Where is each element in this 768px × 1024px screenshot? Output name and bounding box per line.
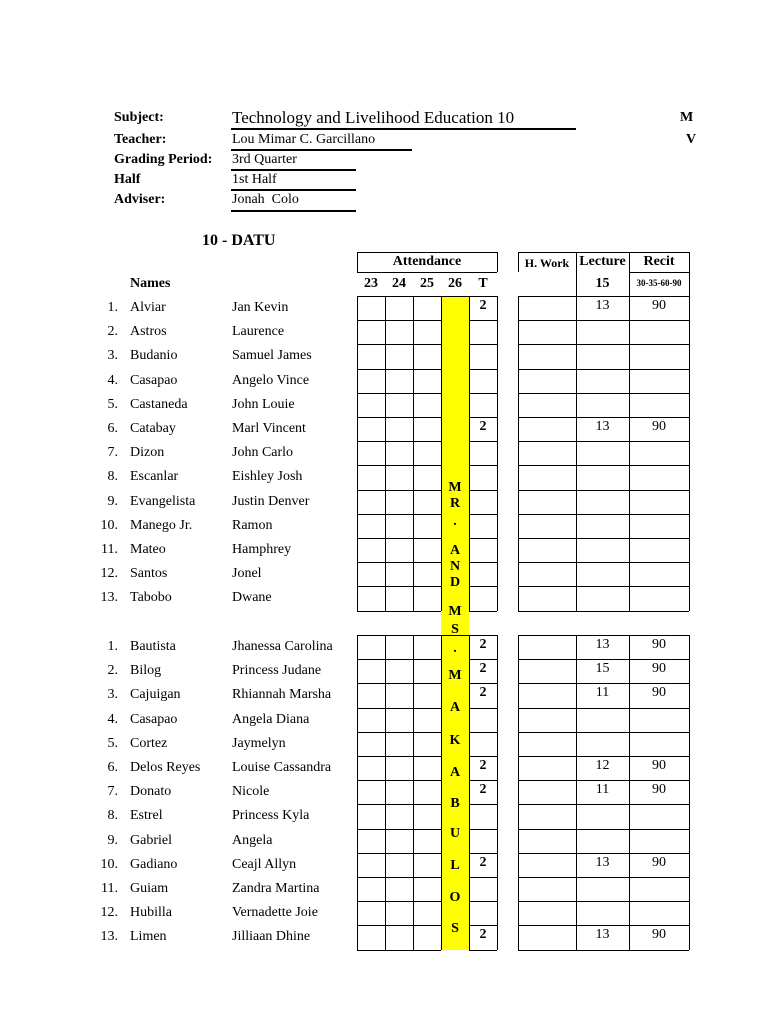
first-name: Hamphrey — [232, 542, 292, 557]
boys-scores-col-line — [518, 296, 519, 611]
boys-att-row-line — [357, 320, 441, 321]
last-name: Escanlar — [130, 469, 179, 484]
vertical-text-char: D — [449, 575, 461, 590]
first-name: Justin Denver — [232, 494, 310, 509]
girls-scores-row-line — [518, 659, 689, 660]
attendance-total: 2 — [479, 419, 487, 434]
last-name: Alviar — [130, 300, 166, 315]
vertical-text-char: A — [449, 700, 461, 715]
boys-att-row-line — [357, 369, 441, 370]
row-number: 13. — [100, 590, 118, 605]
grading-period-label: Grading Period: — [114, 152, 213, 167]
scores-header-bottom — [518, 296, 689, 297]
subject-underline — [231, 128, 576, 130]
row-number: 5. — [107, 736, 118, 751]
recit-score: 90 — [652, 661, 666, 676]
boys-att-row-line — [357, 490, 441, 491]
last-name: Limen — [130, 929, 167, 944]
recit-header: Recit — [643, 254, 675, 269]
boys-att-col-line — [385, 296, 386, 611]
first-name: Angela — [232, 833, 273, 848]
first-name: Vernadette Joie — [232, 905, 318, 920]
attendance-total: 2 — [479, 661, 487, 676]
attendance-day-t: T — [478, 276, 488, 291]
vertical-text-char: S — [451, 622, 459, 637]
lecture-score: 11 — [595, 685, 610, 700]
girls-att-row-line — [469, 756, 497, 757]
attendance-header: Attendance — [392, 254, 462, 269]
boys-scores-row-line — [518, 393, 689, 394]
period-underline — [231, 169, 356, 171]
boys-att-row-line — [469, 369, 497, 370]
girls-scores-top — [518, 635, 689, 636]
boys-scores-row-line — [518, 538, 689, 539]
row-number: 1. — [107, 639, 118, 654]
lecture-score: 13 — [595, 419, 610, 434]
attendance-header-mid — [357, 272, 497, 273]
girls-scores-row-line — [518, 950, 689, 951]
girls-scores-row-line — [518, 829, 689, 830]
attendance-total: 2 — [479, 782, 487, 797]
attendance-header-right — [497, 252, 498, 272]
last-name: Astros — [130, 324, 167, 339]
girls-scores-row-line — [518, 732, 689, 733]
first-name: Rhiannah Marsha — [232, 687, 332, 702]
girls-att-row-line — [469, 853, 497, 854]
vertical-text-char: A — [449, 543, 461, 558]
recit-score: 90 — [652, 758, 666, 773]
half-label: Half — [114, 172, 141, 187]
vertical-text-char: A — [449, 765, 461, 780]
first-name: Jaymelyn — [232, 736, 286, 751]
row-number: 11. — [101, 881, 118, 896]
girls-att-row-line — [469, 732, 497, 733]
first-name: Angela Diana — [232, 712, 310, 727]
lecture-score: 12 — [595, 758, 610, 773]
row-number: 6. — [107, 421, 118, 436]
subject-label: Subject: — [114, 110, 164, 125]
vertical-text-char: S — [451, 921, 459, 936]
boys-scores-row-line — [518, 562, 689, 563]
last-name: Bautista — [130, 639, 176, 654]
lecture-score: 13 — [595, 927, 610, 942]
recit-score: 90 — [652, 637, 666, 652]
row-number: 9. — [107, 494, 118, 509]
vertical-text-char: N — [449, 559, 461, 574]
boys-att-row-line — [469, 441, 497, 442]
attendance-day-24: 24 — [392, 276, 406, 291]
girls-att-col-line — [357, 635, 358, 950]
row-number: 9. — [107, 833, 118, 848]
last-name: Cajuigan — [130, 687, 181, 702]
last-name: Catabay — [130, 421, 176, 436]
boys-att-row-line — [469, 417, 497, 418]
last-name: Santos — [130, 566, 168, 581]
girls-att-row-line — [357, 683, 441, 684]
boys-att-col-line — [497, 296, 498, 611]
boys-scores-row-line — [518, 320, 689, 321]
teacher-value: Lou Mimar C. Garcillano — [232, 132, 376, 147]
row-number: 8. — [107, 808, 118, 823]
girls-att-col-line — [385, 635, 386, 950]
first-name: Jilliaan Dhine — [232, 929, 311, 944]
first-name: Princess Kyla — [232, 808, 310, 823]
boys-scores-col-line — [689, 296, 690, 611]
last-name: Delos Reyes — [130, 760, 201, 775]
boys-att-row-line — [469, 586, 497, 587]
vertical-text-char: M — [448, 604, 462, 619]
boys-att-row-line — [469, 490, 497, 491]
girls-att-row-line — [469, 877, 497, 878]
row-number: 2. — [107, 324, 118, 339]
adviser-label: Adviser: — [114, 192, 166, 207]
boys-scores-row-line — [518, 465, 689, 466]
first-name: Zandra Martina — [232, 881, 320, 896]
girls-scores-row-line — [518, 901, 689, 902]
lecture-score: 11 — [595, 782, 610, 797]
boys-att-row-line — [357, 611, 441, 612]
girls-att-row-line — [357, 659, 441, 660]
vertical-text-char: L — [450, 858, 460, 873]
row-number: 13. — [100, 929, 118, 944]
boys-scores-row-line — [518, 344, 689, 345]
girls-scores-row-line — [518, 780, 689, 781]
grading-period-value: 3rd Quarter — [232, 152, 297, 167]
first-name: Princess Judane — [232, 663, 322, 678]
section-title: 10 - DATU — [202, 232, 276, 249]
girls-scores-row-line — [518, 683, 689, 684]
girls-att-row-line — [357, 756, 441, 757]
boys-att-row-line — [469, 562, 497, 563]
girls-scores-row-line — [518, 877, 689, 878]
row-number: 5. — [107, 397, 118, 412]
row-number: 6. — [107, 760, 118, 775]
last-name: Bilog — [130, 663, 162, 678]
lecture-header: Lecture — [579, 254, 626, 269]
girls-att-row-line — [357, 877, 441, 878]
boys-att-row-line — [357, 538, 441, 539]
row-number: 11. — [101, 542, 118, 557]
last-name: Evangelista — [130, 494, 196, 509]
boys-scores-row-line — [518, 369, 689, 370]
last-name: Tabobo — [130, 590, 172, 605]
first-name: Dwane — [232, 590, 272, 605]
row-number: 7. — [107, 445, 118, 460]
last-name: Estrel — [130, 808, 163, 823]
first-name: Marl Vincent — [232, 421, 306, 436]
row-number: 2. — [107, 663, 118, 678]
girls-att-row-line — [469, 950, 497, 951]
boys-scores-col-line — [629, 296, 630, 611]
boys-att-col-line — [357, 296, 358, 611]
boys-att-row-line — [469, 611, 497, 612]
girls-att-row-line — [357, 780, 441, 781]
girls-scores-row-line — [518, 708, 689, 709]
first-name: Ceajl Allyn — [232, 857, 297, 872]
teacher-label: Teacher: — [114, 132, 167, 147]
row-number: 10. — [100, 857, 118, 872]
last-name: Castaneda — [130, 397, 188, 412]
last-name: Casapao — [130, 712, 178, 727]
girls-att-row-line — [357, 925, 441, 926]
boys-scores-row-line — [518, 611, 689, 612]
first-name: Ramon — [232, 518, 273, 533]
boys-att-row-line — [357, 441, 441, 442]
last-name: Gabriel — [130, 833, 172, 848]
vertical-text-char: M — [448, 480, 462, 495]
vertical-text-char: B — [450, 796, 460, 811]
girls-scores-row-line — [518, 925, 689, 926]
vertical-text-char: O — [449, 890, 461, 905]
recit-scale: 30-35-60-90 — [636, 278, 682, 288]
last-name: Hubilla — [130, 905, 172, 920]
boys-att-row-line — [469, 514, 497, 515]
adviser-underline — [231, 210, 356, 212]
attendance-total: 2 — [479, 927, 487, 942]
girls-scores-col-line — [518, 635, 519, 950]
first-name: Louise Cassandra — [232, 760, 332, 775]
boys-scores-row-line — [518, 490, 689, 491]
attendance-total: 2 — [479, 758, 487, 773]
vertical-text-char: M — [448, 668, 462, 683]
last-name: Gadiano — [130, 857, 178, 872]
boys-att-row-line — [357, 514, 441, 515]
recit-score: 90 — [652, 298, 666, 313]
last-name: Guiam — [130, 881, 169, 896]
clipped-label-m: M — [680, 110, 694, 125]
scores-header-right — [689, 252, 690, 296]
last-name: Casapao — [130, 373, 178, 388]
girls-att-row-line — [469, 829, 497, 830]
boys-att-row-line — [357, 344, 441, 345]
clipped-label-v: V — [686, 132, 697, 147]
first-name: Laurence — [232, 324, 285, 339]
adviser-value: Jonah Colo — [232, 192, 299, 207]
girls-att-row-line — [357, 853, 441, 854]
row-number: 7. — [107, 784, 118, 799]
boys-att-row-line — [357, 586, 441, 587]
half-underline — [231, 189, 356, 191]
recit-score: 90 — [652, 782, 666, 797]
boys-att-col-line — [469, 296, 470, 611]
girls-scores-row-line — [518, 756, 689, 757]
girls-att-top — [357, 635, 497, 636]
vertical-text-char: U — [449, 826, 461, 841]
attendance-total: 2 — [479, 298, 487, 313]
last-name: Mateo — [130, 542, 166, 557]
boys-scores-row-line — [518, 441, 689, 442]
girls-att-row-line — [357, 804, 441, 805]
recit-score: 90 — [652, 927, 666, 942]
girls-att-row-line — [469, 925, 497, 926]
attendance-total: 2 — [479, 855, 487, 870]
row-number: 12. — [100, 905, 118, 920]
boys-att-row-line — [357, 562, 441, 563]
lecture-score: 13 — [595, 855, 610, 870]
row-number: 3. — [107, 687, 118, 702]
boys-scores-row-line — [518, 417, 689, 418]
last-name: Manego Jr. — [130, 518, 193, 533]
attendance-header-bottom — [357, 296, 497, 297]
boys-att-row-line — [469, 393, 497, 394]
first-name: Angelo Vince — [232, 373, 310, 388]
first-name: Nicole — [232, 784, 270, 799]
first-name: Samuel James — [232, 348, 312, 363]
first-name: Jonel — [232, 566, 262, 581]
recit-score: 90 — [652, 685, 666, 700]
vertical-text-char: K — [449, 733, 461, 748]
first-name: Eishley Josh — [232, 469, 303, 484]
girls-att-row-line — [469, 804, 497, 805]
attendance-total: 2 — [479, 637, 487, 652]
girls-scores-row-line — [518, 853, 689, 854]
first-name: Jhanessa Carolina — [232, 639, 333, 654]
boys-scores-row-line — [518, 514, 689, 515]
names-header: Names — [130, 276, 171, 291]
lecture-score: 15 — [595, 661, 610, 676]
boys-att-row-line — [469, 344, 497, 345]
girls-att-row-line — [469, 780, 497, 781]
girls-scores-row-line — [518, 804, 689, 805]
girls-att-row-line — [357, 829, 441, 830]
attendance-header-top — [357, 252, 497, 253]
row-number: 10. — [100, 518, 118, 533]
lecture-max-score: 15 — [595, 276, 610, 291]
lecture-score: 13 — [595, 298, 610, 313]
boys-scores-row-line — [518, 586, 689, 587]
girls-att-row-line — [469, 901, 497, 902]
row-number: 4. — [107, 712, 118, 727]
boys-att-col-line — [413, 296, 414, 611]
scores-header-top — [518, 252, 689, 253]
last-name: Cortez — [130, 736, 168, 751]
lecture-score: 13 — [595, 637, 610, 652]
first-name: John Louie — [232, 397, 295, 412]
boys-att-row-line — [469, 320, 497, 321]
row-number: 8. — [107, 469, 118, 484]
row-number: 4. — [107, 373, 118, 388]
row-number: 1. — [107, 300, 118, 315]
half-value: 1st Half — [232, 172, 277, 187]
boys-att-row-line — [357, 393, 441, 394]
row-number: 3. — [107, 348, 118, 363]
row-number: 12. — [100, 566, 118, 581]
girls-att-row-line — [357, 901, 441, 902]
recit-score: 90 — [652, 855, 666, 870]
girls-att-row-line — [469, 683, 497, 684]
boys-att-row-line — [469, 538, 497, 539]
last-name: Dizon — [130, 445, 165, 460]
girls-att-row-line — [357, 708, 441, 709]
last-name: Donato — [130, 784, 172, 799]
attendance-day-25: 25 — [420, 276, 434, 291]
girls-att-row-line — [357, 732, 441, 733]
first-name: John Carlo — [232, 445, 294, 460]
boys-att-row-line — [469, 465, 497, 466]
subject-value: Technology and Livelihood Education 10 — [232, 108, 515, 127]
last-name: Budanio — [130, 348, 178, 363]
vertical-text-char: . — [453, 641, 457, 656]
recit-score: 90 — [652, 419, 666, 434]
vertical-text-char: R — [449, 496, 461, 511]
hwork-header: H. Work — [524, 256, 570, 270]
first-name: Jan Kevin — [232, 300, 289, 315]
attendance-day-26: 26 — [448, 276, 462, 291]
recit-header-mid — [629, 272, 689, 273]
boys-scores-col-line — [576, 296, 577, 611]
boys-att-row-line — [357, 465, 441, 466]
attendance-day-23: 23 — [364, 276, 378, 291]
girls-scores-col-line — [689, 635, 690, 950]
girls-att-row-line — [357, 950, 441, 951]
girls-att-col-line — [413, 635, 414, 950]
teacher-underline — [231, 149, 412, 151]
attendance-total: 2 — [479, 685, 487, 700]
vertical-text-char: . — [453, 514, 457, 529]
boys-att-row-line — [357, 417, 441, 418]
girls-att-row-line — [469, 708, 497, 709]
girls-att-col-line — [497, 635, 498, 950]
girls-att-row-line — [469, 659, 497, 660]
